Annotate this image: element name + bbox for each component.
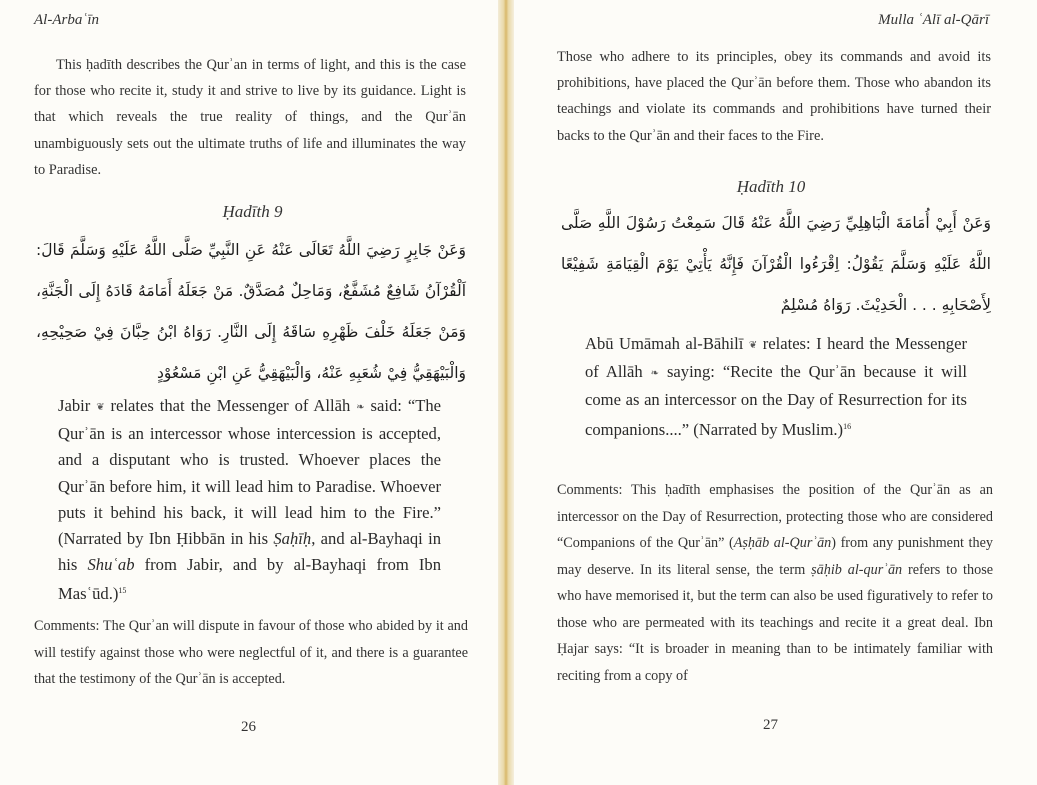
right-page-number: 27 — [763, 717, 778, 733]
right-intro-paragraph: Those who adhere to its principles, obey its commands and avoid its prohibitions, have placed the Qurʾān before them. Those who abandon its teachings and violate its commands and prohibitions have turned their backs to the Qurʾān and their faces to the Fire. — [557, 49, 991, 144]
left-page-number: 26 — [241, 719, 256, 735]
hadith-9-heading: Ḥadīth 9 — [222, 202, 283, 221]
right-page — [505, 0, 1037, 785]
book-gutter — [498, 0, 514, 785]
hadith-9-translation: Jabir ❦ relates that the Messenger of Allāh ❧ said: “The Qurʾān is an intercessor whose intercession is accepted, and a disputant who is trusted. Whoever places the Qurʾān before him, it will lead him to Paradise. Whoever puts it behind his back, it will lead him to the Fire.” (Narrated by Ibn Ḥibbān in his Ṣaḥīḥ, and al-Bayhaqi in his Shuʿab from Jabir, and by al-Bayhaqi from Ibn Masʿūd.)$^{15}$ — [58, 396, 442, 604]
hadith-10-heading: Ḥadīth 10 — [736, 177, 806, 196]
footnote-marker: 16 — [843, 421, 852, 431]
honorific-symbol-icon: ❦ — [96, 402, 105, 413]
left-intro-paragraph: This ḥadīth describes the Qurʾan in terms of light, and this is the case for those who recite it, study it and strive to live by its guidance. Light is that which reveals the true reality of things, and the Qurʾān unambiguously sets out the ultimate truths of life and illuminates the way to Paradise. — [34, 57, 466, 178]
left-running-header: Al-Arbaʿīn — [34, 12, 99, 28]
hadith-10-comments: Comments: This ḥadīth emphasises the position of the Qurʾān as an intercessor on the Day of Resurrection, protecting those who are considered “Companions of the Qurʾān” (Aṣḥāb al-Qurʾān) from any punishment they may deserve. In its literal sense, the term ṣāḥib al-qurʾān refers to those who have memorised it, but the term can also be used figuratively to refer to those who are permeated with its teachings and recite it a great deal. Ibn Ḥajar says: “It is broader in meaning than to be intimately familiar with reciting from a copy of — [557, 482, 994, 684]
honorific-symbol-icon: ❧ — [650, 368, 660, 380]
hadith-9-comments: Comments: The Qurʾan will dispute in favour of those who abided by it and will testify against those who were neglectful of it, and there is a guarantee that the testimony of the Qurʾān is accepted. — [34, 618, 468, 687]
honorific-symbol-icon: ❧ — [356, 402, 365, 413]
hadith-10-arabic-text: وَعَنْ أَبِيْ أُمَامَةَ الْبَاهِلِيِّ رَضِيَ اللَّهُ عَنْهُ قَالَ سَمِعْتُ رَسُوْلَ اللَّهِ صَلَّى اللَّهُ عَلَيْهِ وَسَلَّمَ يَقُوْلُ: اِقْرَءُوا الْقُرْآنَ فَإِنَّهُ يَأْتِيْ يَوْمَ الْقِيَامَةِ شَفِيْعًا لِأَصْحَابِهِ . . . الْحَدِيْثَ. رَوَاهُ مُسْلِمٌ — [561, 214, 991, 314]
hadith-10-translation: Abū Umāmah al-Bāhilī ❦ relates: I heard the Messenger of Allāh ❧ saying: “Recite the Qurʾān because it will come as an intercessor on the Day of Resurrection for its companions....” (Narrated by Muslim.)$^{16}$ — [585, 334, 967, 439]
left-page — [0, 0, 505, 785]
right-running-header: Mulla ʿAlī al-Qārī — [878, 12, 989, 28]
honorific-symbol-icon: ❦ — [748, 340, 758, 351]
hadith-9-arabic-text: وَعَنْ جَابِرٍ رَضِيَ اللَّهُ تَعَالَى عَنْهُ عَنِ النَّبِيِّ صَلَّى اللَّهُ عَلَيْهِ وَسَلَّمَ قَالَ: اَلْقُرْآنُ شَافِعٌ مُشَفَّعٌ، وَمَاحِلٌ مُصَدَّقٌ. مَنْ جَعَلَهُ أَمَامَهُ قَادَهُ إِلَى الْجَنَّةِ، وَمَنْ جَعَلَهُ خَلْفَ ظَهْرِهِ سَاقَهُ إِلَى النَّارِ. رَوَاهُ ابْنُ حِبَّانَ فِيْ صَحِيْحِهِ، وَالْبَيْهَقِيُّ فِيْ شُعَبِهِ عَنْهُ، وَالْبَيْهَقِيُّ عَنِ ابْنِ مَسْعُوْدٍ — [36, 241, 466, 382]
footnote-marker: 15 — [118, 586, 127, 596]
